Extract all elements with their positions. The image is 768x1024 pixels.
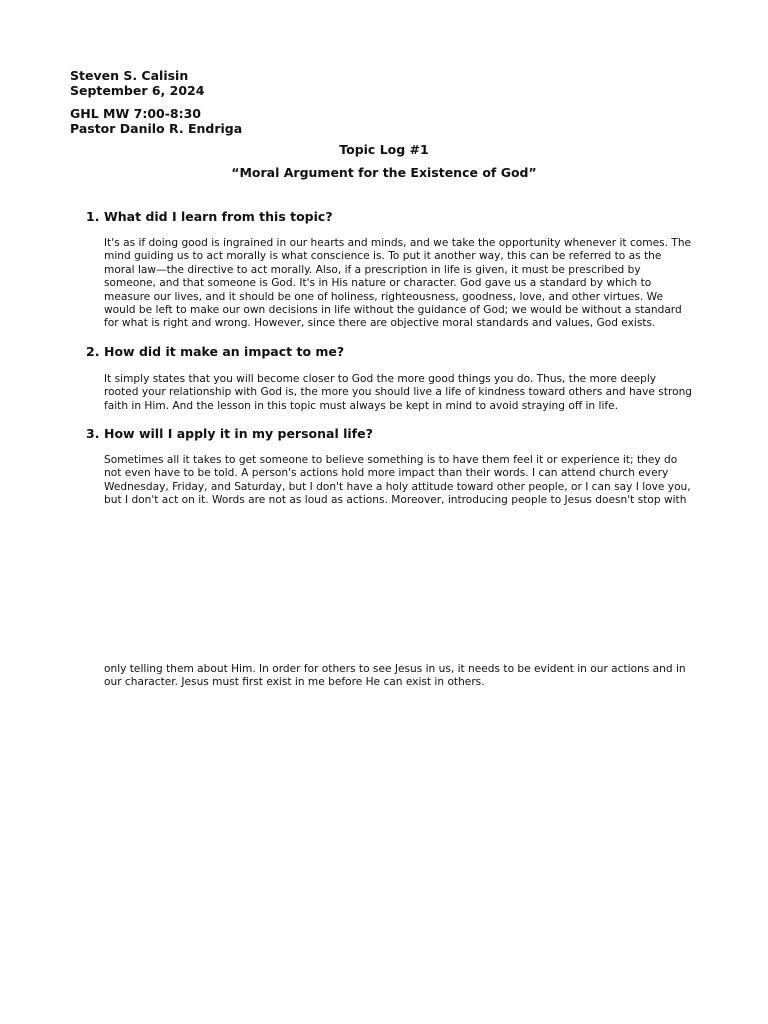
paragraph-line: our character. Jesus must first exist in me before He can exist in others.	[104, 676, 485, 689]
paragraph-line: someone, and that someone is God. It's in His nature or character. God gave us a standard by which to	[104, 277, 652, 290]
paragraph-line: mind guiding us to act morally is what conscience is. To put it another way, this can be referred to as the	[104, 250, 662, 263]
question-2-heading	[86, 344, 344, 359]
paragraph-line: moral law—the directive to act morally. Also, if a prescription in life is given, it must be prescribed by	[104, 263, 641, 276]
document-date: September 6, 2024	[70, 83, 205, 98]
answer-3-paragraph	[104, 454, 704, 508]
class-schedule: GHL MW 7:00-8:30	[70, 106, 201, 121]
document-title: “Moral Argument for the Existence of God”	[231, 165, 537, 180]
answer-2-paragraph	[104, 373, 704, 413]
paragraph-line: measure our lives, and it should be one of holiness, righteousness, goodness, love, and other virtues. We	[104, 290, 663, 303]
instructor-name: Pastor Danilo R. Endriga	[70, 121, 243, 136]
question-number: 3.	[86, 426, 100, 441]
question-text: How will I apply it in my personal life?	[104, 426, 373, 441]
paragraph-line: Sometimes all it takes to get someone to believe something is to have them feel it or experience it; they do	[104, 454, 678, 466]
question-text: What did I learn from this topic?	[104, 209, 333, 224]
paragraph-line: but I don't act on it. Words are not as loud as actions. Moreover, introducing people to Jesus doesn't stop with	[104, 494, 687, 507]
question-1-heading	[86, 209, 333, 224]
paragraph-line: not even have to be told. A person's actions hold more impact than their words. I can attend church every	[104, 467, 669, 480]
paragraph-line: rooted your relationship with God is, the more you should live a life of kindness toward others and have strong	[104, 386, 693, 399]
author-name: Steven S. Calisin	[70, 68, 189, 83]
paragraph-line: It's as if doing good is ingrained in our hearts and minds, and we take the opportunity whenever it comes. The	[104, 237, 692, 249]
question-number: 2.	[86, 344, 100, 359]
paragraph-line: Wednesday, Friday, and Saturday, but I don't have a holy attitude toward other people, or I can say I love you,	[104, 480, 691, 493]
topic-log-label: Topic Log #1	[339, 142, 429, 157]
answer-1-paragraph	[104, 237, 704, 331]
question-text: How did it make an impact to me?	[104, 344, 345, 359]
paragraph-line: It simply states that you will become closer to God the more good things you do. Thus, the more deeply	[104, 373, 657, 385]
question-number: 1.	[86, 209, 100, 224]
paragraph-line: for what is right and wrong. However, since there are objective moral standards and values, God exists.	[104, 317, 656, 330]
paragraph-line: would be left to make our own decisions in life without the guidance of God; we would be without a standard	[104, 304, 682, 317]
paragraph-line: only telling them about Him. In order for others to see Jesus in us, it needs to be evident in our actions and in	[104, 663, 686, 675]
answer-3-continuation	[104, 663, 704, 690]
paragraph-line: faith in Him. And the lesson in this topic must always be kept in mind to avoid straying off in life.	[104, 399, 619, 412]
question-3-heading	[86, 426, 373, 441]
